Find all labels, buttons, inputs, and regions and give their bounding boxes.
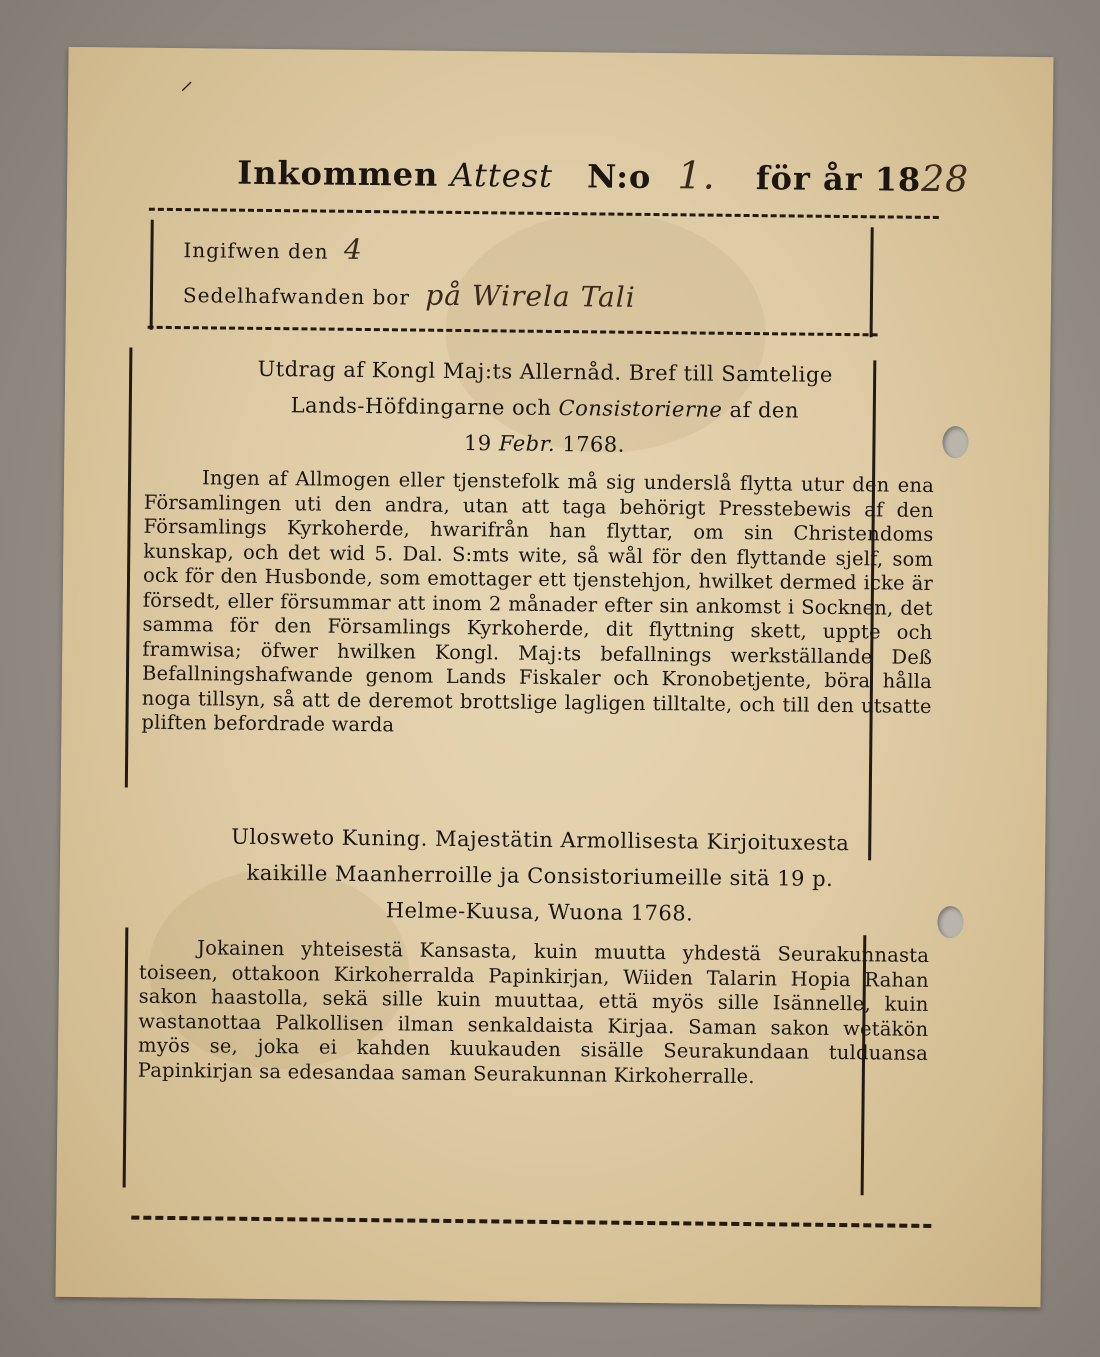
sedelhafwande-field: [183, 276, 636, 314]
corner-pencil-mark: ⸍: [179, 77, 194, 108]
header-rule: [149, 208, 939, 219]
ingifwen-label: Ingifwen den: [183, 238, 329, 264]
document-sheet: [55, 47, 1053, 1307]
swedish-heading-line-2-end: af den: [729, 397, 800, 423]
header-printed-year: 18: [874, 160, 922, 199]
attest-header: [237, 149, 970, 201]
swedish-body-text: Ingen af Allmogen eller tjenstefolk må sig underslå flytta utur den ena Församlingen uti den andra, utan att taga behörigt Presstebewis af den Församlings Kyrkoherde, hwarifrån han flyttar, om sin Christendoms kunskap, och det wid 5. Dal. S:mts wite, så wål för den flyttande sjelf, som ock för den Husbonde, som emottager ett tjenstehjon, hwilket dermed icke är försedt, eller försummar att inom 2 månader efter sin ankomst i Socknen, det samma för den Församlings Kyrkoherde, dit flyttning skett, uppte och framwisa; öfwer hwilken Kongl. Maj:ts befallnings werkställande Deß Befallningshafwande genom Lands Fiskaler och Kronobetjente, böra hålla noga tillsyn, så att de deremot brottslige lagligen tilltalte, och till den utsatte pliften befordrade warda: [141, 466, 935, 737]
finnish-heading-line-2: kaikille Maanherroille ja Consistoriumeille sitä 19 p.: [246, 860, 834, 891]
sedelhafwande-value: på Wirela Tali: [425, 278, 636, 314]
field-box-right-border: [870, 227, 874, 337]
swedish-heading-line-3: [154, 422, 934, 466]
header-handwritten-year: 28: [921, 158, 970, 201]
finnish-heading-line-1: Ulosweto Kuning. Majestätin Armollisesta Kirjoituxesta: [231, 824, 850, 856]
field-box-left-border: [150, 220, 154, 330]
punch-hole: [937, 906, 963, 938]
punch-hole: [942, 426, 968, 458]
header-handwritten-number: 1.: [677, 153, 717, 198]
swedish-heading-date-month: Febr.: [498, 431, 556, 456]
swedish-heading-line-2-start: Lands-Höfdingarne och: [290, 393, 552, 420]
swedish-section-left-border: [125, 348, 133, 788]
swedish-heading: [154, 350, 935, 466]
finnish-section-left-border: [123, 928, 129, 1188]
finnish-heading: [149, 818, 930, 934]
swedish-heading-line-1: Utdrag af Kongl Maj:ts Allernåd. Bref till Samtelige: [257, 356, 833, 387]
sedelhafwande-label: Sedelhafwanden bor: [182, 283, 411, 310]
ingifwen-value: 4: [343, 232, 363, 266]
header-inkommen: Inkommen: [237, 153, 439, 194]
swedish-heading-line-2-italic: Consistorierne: [558, 396, 723, 422]
header-attest: Attest: [450, 155, 554, 195]
ingifwen-field: [183, 231, 363, 266]
finnish-heading-line-3: Helme-Kuusa, Wuona 1768.: [385, 898, 694, 926]
swedish-heading-date-year: 1768.: [562, 432, 626, 457]
finnish-body-text: Jokainen yhteisestä Kansasta, kuin muutta yhdestä Seurakunnasta toiseen, ottakoon Kirkoherralda Papinkirjan, Wiiden Talarin Hopia Rahan sakon haastolla, sekä sille kuin muuttaa, että myös sille Isännelle, kuin wastanottaa Palkollisen ilman senkaldaista Kirjaa. Saman sakon wetäkön myös se, joka ei kahden kuukauden sisälle Seurakundaan tulduansa Papinkirjan sa edesandaa saman Seurakunnan Kirkoherralle.: [137, 936, 930, 1088]
swedish-heading-date-day: 19: [463, 431, 492, 456]
header-number-label: N:o: [586, 157, 652, 196]
bottom-rule: [131, 1216, 931, 1228]
header-year-label: för år: [755, 159, 863, 199]
